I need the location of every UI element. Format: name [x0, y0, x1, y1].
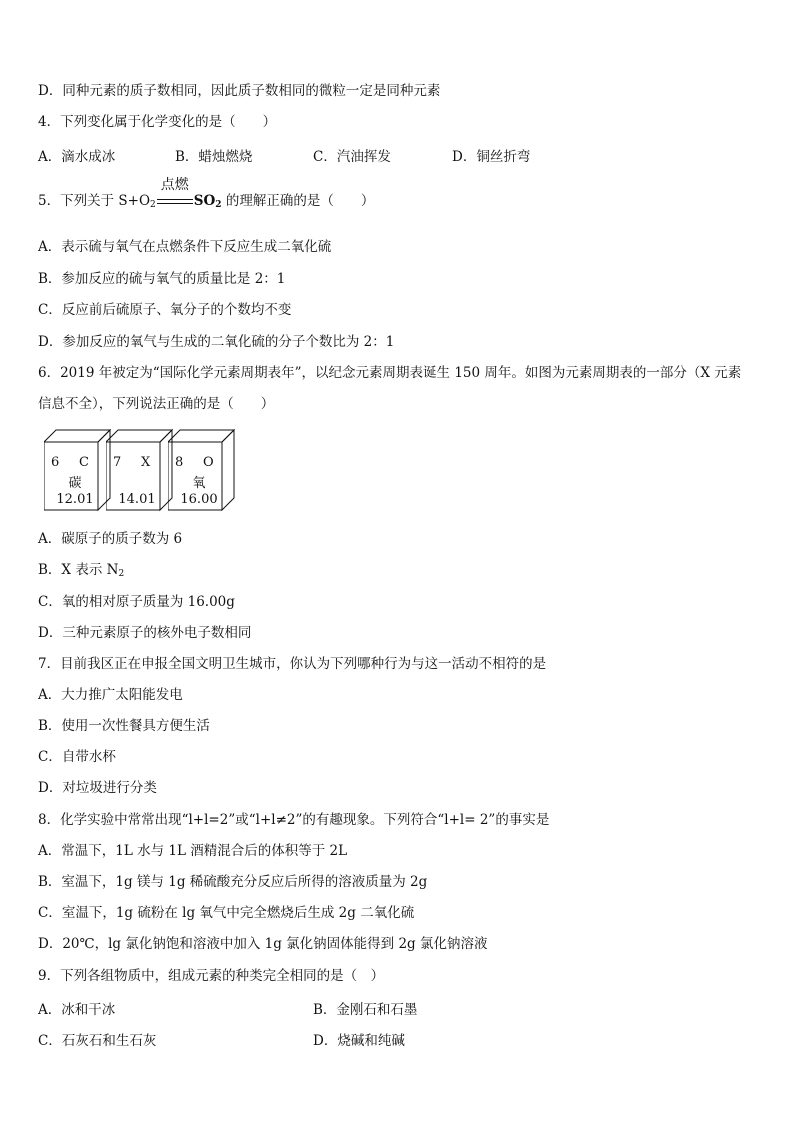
- q7-option-b: B．使用一次性餐具方便生活: [38, 718, 210, 734]
- q5-stem-suffix: 的理解正确的是（ ）: [221, 193, 375, 209]
- atomic-number: 8: [175, 455, 184, 470]
- periodic-table-fragment: [44, 428, 244, 518]
- q9-option-a: A．冰和干冰: [38, 1002, 116, 1018]
- reaction-condition: 点燃: [160, 177, 189, 193]
- q8-option-b: B．室温下，1g 镁与 1g 稀硫酸充分反应后所得的溶液质量为 2g: [38, 874, 428, 890]
- element-symbol: X: [141, 455, 151, 470]
- q6-option-b: [38, 561, 124, 583]
- q5-option-a: A．表示硫与氧气在点燃条件下反应生成二氧化硫: [38, 239, 332, 255]
- q9-option-c: C．石灰石和生石灰: [38, 1033, 157, 1049]
- q5-product-subscript: 2: [215, 200, 222, 210]
- q4-option-c: C．汽油挥发: [313, 149, 391, 165]
- element-cell-oxygen: [168, 428, 240, 514]
- q6-option-b-subscript: 2: [118, 569, 125, 579]
- q7-option-c: C．自带水杯: [38, 749, 116, 765]
- q8-option-a: A．常温下，1L 水与 1L 酒精混合后的体积等于 2L: [38, 843, 348, 859]
- q5-stem: [38, 177, 375, 214]
- q9-stem: 9．下列各组物质中，组成元素的种类完全相同的是（ ）: [38, 968, 385, 984]
- reaction-arrow: [157, 177, 193, 210]
- q9-option-b: B．金刚石和石墨: [313, 1002, 418, 1018]
- q5-o-subscript: 2: [150, 200, 156, 210]
- q7-option-a: A．大力推广太阳能发电: [38, 687, 183, 703]
- q5-option-d: D．参加反应的氧气与生成的二氧化硫的分子个数比为 2：1: [38, 334, 395, 350]
- q8-option-d: D．20℃，lg 氯化钠饱和溶液中加入 1g 氯化钠固体能得到 2g 氯化钠溶液: [38, 936, 488, 952]
- atomic-mass: 16.00: [180, 492, 218, 507]
- q9-option-d: D．烧碱和纯碱: [313, 1033, 405, 1049]
- q3-option-d: D．同种元素的质子数相同，因此质子数相同的微粒一定是同种元素: [38, 83, 441, 99]
- element-name: 碳: [68, 476, 82, 491]
- element-symbol: C: [79, 455, 89, 470]
- element-name: 氧: [192, 476, 206, 491]
- q4-option-a: A．滴水成冰: [38, 149, 116, 165]
- atomic-mass: 14.01: [118, 492, 156, 507]
- q8-option-c: C．室温下，1g 硫粉在 lg 氧气中完全燃烧后生成 2g 二氧化硫: [38, 905, 415, 921]
- element-symbol: O: [203, 455, 214, 470]
- q4-option-b: B．蜡烛燃烧: [175, 149, 253, 165]
- q4-option-d: D．铜丝折弯: [452, 149, 531, 165]
- q7-stem: 7．目前我区正在申报全国文明卫生城市，你认为下列哪种行为与这一活动不相符的是: [38, 656, 547, 672]
- q4-stem: 4．下列变化属于化学变化的是（ ）: [38, 114, 277, 130]
- q7-option-d: D．对垃圾进行分类: [38, 780, 157, 796]
- q5-stem-prefix: 5．下列关于 S+O: [38, 193, 151, 209]
- q8-stem: 8．化学实验中常常出现“l+l=2”或“l+l≠2”的有趣现象。下列符合“l+l= 2”的事实是: [38, 812, 550, 828]
- atomic-number: 7: [113, 455, 122, 470]
- q6-option-b-text: B．X 表示 N: [38, 562, 119, 578]
- q5-product: SO: [193, 193, 216, 209]
- atomic-mass: 12.01: [56, 492, 94, 507]
- q6-stem-line2: 信息不全），下列说法正确的是（ ）: [38, 396, 275, 412]
- q6-option-a: A．碳原子的质子数为 6: [38, 531, 183, 547]
- q6-stem-line1: 6．2019 年被定为“国际化学元素周期表年”，以纪念元素周期表诞生 150 周年。如图为元素周期表的一部分（X 元素: [38, 365, 742, 381]
- atomic-number: 6: [51, 455, 60, 470]
- q6-option-d: D．三种元素原子的核外电子数相同: [38, 625, 252, 641]
- q6-option-c: C．氧的相对原子质量为 16.00g: [38, 594, 235, 610]
- q5-option-b: B．参加反应的硫与氧气的质量比是 2：1: [38, 271, 286, 287]
- q5-option-c: C．反应前后硫原子、氧分子的个数均不变: [38, 302, 292, 318]
